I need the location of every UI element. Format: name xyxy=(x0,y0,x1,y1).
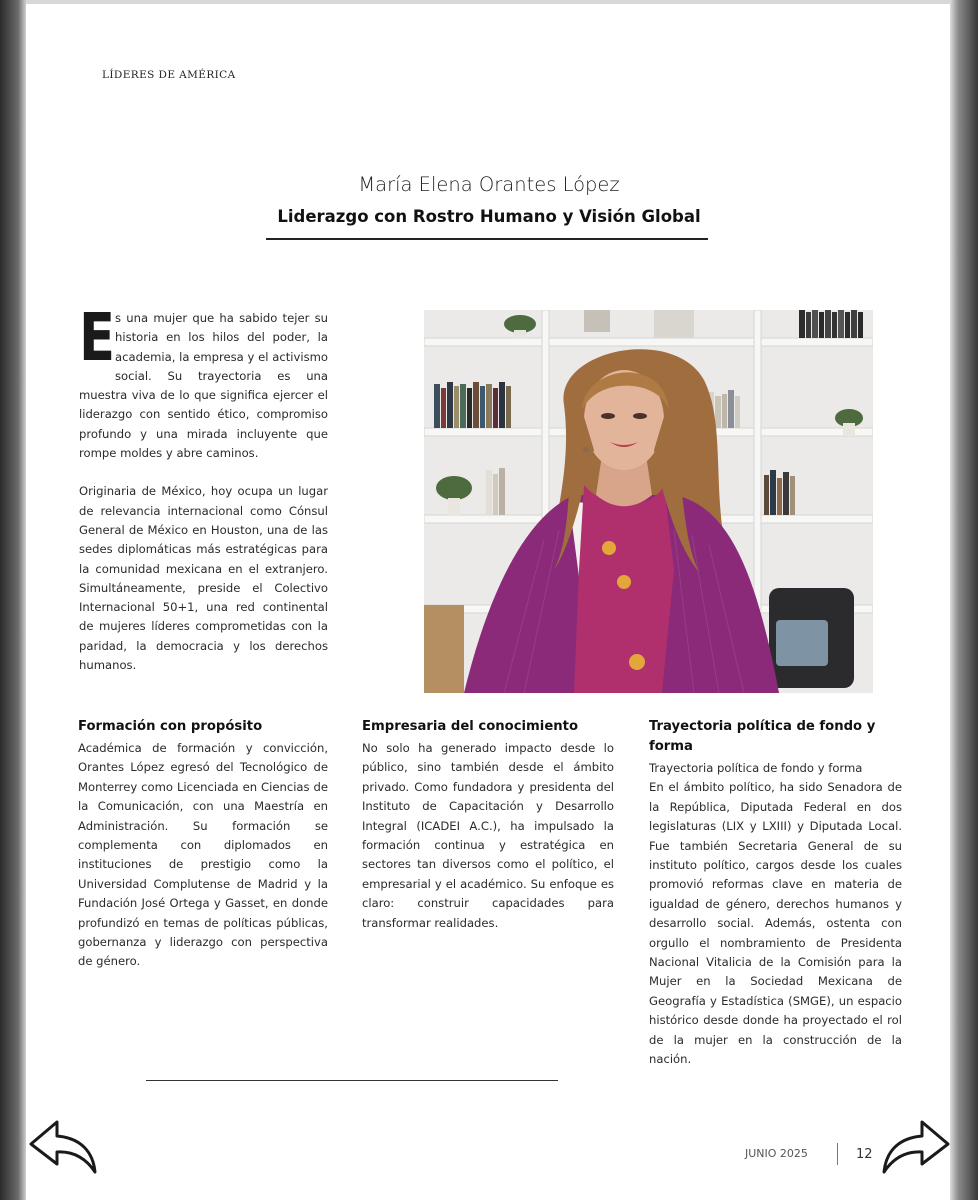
drop-cap: E xyxy=(79,299,116,376)
footer-issue-date: JUNIO 2025 xyxy=(745,1147,808,1160)
column-heading: Formación con propósito xyxy=(78,719,263,734)
column-formacion xyxy=(78,717,328,972)
portrait-illustration xyxy=(424,310,873,693)
column-body xyxy=(649,759,902,1070)
intro-paragraph-2: Originaria de México, hoy ocupa un lugar de relevancia internacional como Cónsul General de México en Houston, una de las sedes diplomáticas más estratégicas para la comunidad mexicana en el extranjero. Simultáneamente, preside el Colectivo Internacional 50+1, una red continental de mujeres líderes comprometidas con la paridad, la democracia y los derechos humanos. xyxy=(79,484,328,673)
column-trayectoria xyxy=(649,717,902,1070)
running-head: LÍDERES DE AMÉRICA xyxy=(102,69,236,81)
bottom-divider xyxy=(146,1080,558,1081)
prev-page-button[interactable] xyxy=(27,1118,99,1176)
column-empresaria xyxy=(362,717,614,933)
column-heading: Trayectoria política de fondo y forma xyxy=(649,719,876,754)
forward-arrow-icon xyxy=(880,1118,952,1176)
intro-text xyxy=(79,299,328,694)
column-body: Académica de formación y convicción, Orantes López egresó del Tecnológico de Monterrey como Licenciada en Ciencias de la Comunicación, con una Maestría en Administración. Su formación se complementa con diplomados en instituciones de prestigio como la Universidad Complutense de Madrid y la Fundación José Ortega y Gasset, en donde profundizó en temas de políticas públicas, gobernanza y liderazgo con perspectiva de género. xyxy=(78,741,328,969)
portrait-photo xyxy=(424,310,873,693)
page-edge-top xyxy=(26,0,950,4)
footer-separator xyxy=(837,1143,838,1165)
column-heading: Empresaria del conocimiento xyxy=(362,719,579,734)
column-body-text: En el ámbito político, ha sido Senadora de la República, Diputada Federal en dos legislaturas (LIX y LXIII) y Diputada Local. Fue también Secretaria General de su instituto político, cargos desde los cuales promovió reformas clave en materia de igualdad de género, derechos humanos y desarrollo social. Además, ostenta con orgullo el nombramiento de Presidenta Nacional Vitalicia de la Comisión para la Mujer en la Sociedad Mexicana de Geografía y Estadística (SMGE), un espacio histórico desde donde ha proyectado el rol de la mujer en la construcción de la nación. xyxy=(649,780,902,1067)
column-body-line: Trayectoria política de fondo y forma xyxy=(649,761,863,775)
back-arrow-icon xyxy=(27,1118,99,1176)
intro-paragraph-1 xyxy=(79,299,328,463)
next-page-button[interactable] xyxy=(880,1118,952,1176)
title-divider xyxy=(266,238,708,240)
article-name: María Elena Orantes López xyxy=(358,173,620,196)
column-body: No solo ha generado impacto desde lo público, sino también desde el ámbito privado. Como fundadora y presidenta del Instituto de Capacitación y Desarrollo Integral (ICADEI A.C.), ha impulsado la formación continua y estratégica en sectores tan diversos como el político, el empresarial y el académico. Su enfoque es claro: construir capacidades para transformar realidades. xyxy=(362,741,614,930)
article-subtitle: Liderazgo con Rostro Humano y Visión Global xyxy=(277,207,701,226)
page-number: 12 xyxy=(856,1147,873,1162)
intro-paragraph-1-text: s una mujer que ha sabido tejer su historia en los hilos del poder, la academia, la empresa y el activismo social. Su trayectoria es una muestra viva de lo que significa ejercer el liderazgo con sentido ético, compromiso profundo y una mirada incluyente que rompe moldes y abre caminos. xyxy=(79,311,328,461)
